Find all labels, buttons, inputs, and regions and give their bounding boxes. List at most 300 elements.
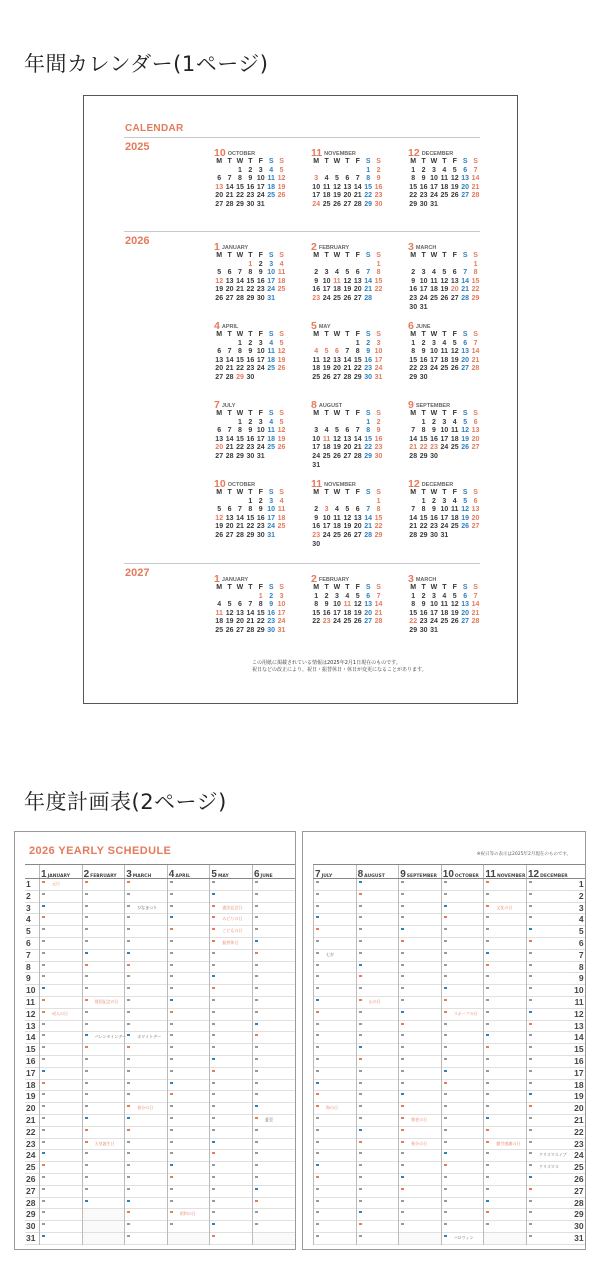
schedule-cell[interactable] xyxy=(168,1127,210,1139)
schedule-cell[interactable] xyxy=(210,891,252,903)
schedule-cell[interactable] xyxy=(253,1198,295,1210)
schedule-cell[interactable] xyxy=(253,997,295,1009)
schedule-cell[interactable] xyxy=(83,1221,125,1233)
schedule-cell[interactable] xyxy=(210,1139,252,1151)
schedule-cell[interactable] xyxy=(357,879,399,891)
schedule-cell[interactable] xyxy=(314,1233,356,1245)
schedule-cell[interactable] xyxy=(253,1009,295,1021)
schedule-cell[interactable] xyxy=(484,1233,526,1245)
schedule-cell[interactable] xyxy=(253,1174,295,1186)
schedule-cell[interactable] xyxy=(484,1150,526,1162)
schedule-cell[interactable] xyxy=(40,1198,82,1210)
schedule-cell[interactable] xyxy=(168,973,210,985)
schedule-cell[interactable] xyxy=(527,1080,569,1092)
schedule-cell[interactable] xyxy=(253,1103,295,1115)
schedule-cell[interactable] xyxy=(168,1209,210,1221)
schedule-cell[interactable] xyxy=(210,1056,252,1068)
schedule-cell[interactable] xyxy=(168,1139,210,1151)
schedule-cell[interactable] xyxy=(40,1103,82,1115)
schedule-cell[interactable] xyxy=(210,962,252,974)
schedule-cell[interactable] xyxy=(210,1174,252,1186)
schedule-cell[interactable] xyxy=(357,1068,399,1080)
schedule-cell[interactable] xyxy=(40,1021,82,1033)
schedule-cell[interactable] xyxy=(527,1150,569,1162)
schedule-cell[interactable] xyxy=(83,1056,125,1068)
schedule-cell[interactable] xyxy=(83,879,125,891)
schedule-cell[interactable] xyxy=(484,1021,526,1033)
schedule-cell[interactable] xyxy=(442,1080,484,1092)
schedule-cell[interactable] xyxy=(314,938,356,950)
schedule-cell[interactable] xyxy=(168,1221,210,1233)
schedule-cell[interactable] xyxy=(399,985,441,997)
schedule-cell[interactable] xyxy=(442,1103,484,1115)
schedule-cell[interactable] xyxy=(399,1056,441,1068)
schedule-cell[interactable] xyxy=(168,1056,210,1068)
schedule-cell[interactable] xyxy=(253,879,295,891)
schedule-cell[interactable] xyxy=(484,1221,526,1233)
schedule-cell[interactable] xyxy=(210,985,252,997)
schedule-cell[interactable] xyxy=(527,1032,569,1044)
schedule-cell[interactable] xyxy=(253,1091,295,1103)
schedule-cell[interactable] xyxy=(210,938,252,950)
schedule-cell[interactable] xyxy=(253,1127,295,1139)
schedule-cell[interactable] xyxy=(314,891,356,903)
schedule-cell[interactable] xyxy=(125,1221,167,1233)
schedule-cell[interactable] xyxy=(527,997,569,1009)
schedule-cell[interactable] xyxy=(210,1162,252,1174)
schedule-cell[interactable] xyxy=(40,1150,82,1162)
schedule-cell[interactable] xyxy=(40,1233,82,1245)
schedule-cell[interactable] xyxy=(253,938,295,950)
schedule-cell[interactable] xyxy=(83,891,125,903)
schedule-cell[interactable] xyxy=(210,997,252,1009)
schedule-cell[interactable] xyxy=(125,1233,167,1245)
schedule-cell[interactable] xyxy=(83,1032,125,1044)
schedule-cell[interactable] xyxy=(83,1127,125,1139)
schedule-cell[interactable] xyxy=(125,1009,167,1021)
schedule-cell[interactable] xyxy=(168,950,210,962)
schedule-cell[interactable] xyxy=(83,1233,125,1245)
schedule-cell[interactable] xyxy=(40,938,82,950)
schedule-cell[interactable] xyxy=(357,891,399,903)
schedule-cell[interactable] xyxy=(442,1233,484,1245)
schedule-cell[interactable] xyxy=(357,1150,399,1162)
schedule-cell[interactable] xyxy=(357,1021,399,1033)
schedule-cell[interactable] xyxy=(210,1044,252,1056)
schedule-cell[interactable] xyxy=(527,1221,569,1233)
schedule-cell[interactable] xyxy=(253,1044,295,1056)
schedule-cell[interactable] xyxy=(357,1127,399,1139)
schedule-cell[interactable] xyxy=(210,1233,252,1245)
schedule-cell[interactable] xyxy=(125,985,167,997)
schedule-cell[interactable] xyxy=(83,1009,125,1021)
schedule-cell[interactable] xyxy=(125,1056,167,1068)
schedule-cell[interactable] xyxy=(168,1009,210,1021)
schedule-cell[interactable] xyxy=(484,1103,526,1115)
schedule-cell[interactable] xyxy=(40,1162,82,1174)
schedule-cell[interactable] xyxy=(314,1186,356,1198)
schedule-cell[interactable] xyxy=(357,1174,399,1186)
schedule-cell[interactable] xyxy=(399,1103,441,1115)
schedule-cell[interactable] xyxy=(314,903,356,915)
schedule-cell[interactable] xyxy=(527,879,569,891)
schedule-cell[interactable] xyxy=(442,1209,484,1221)
schedule-cell[interactable] xyxy=(357,1115,399,1127)
schedule-cell[interactable] xyxy=(83,973,125,985)
schedule-cell[interactable] xyxy=(442,914,484,926)
schedule-cell[interactable] xyxy=(399,1115,441,1127)
schedule-cell[interactable] xyxy=(357,1209,399,1221)
schedule-cell[interactable] xyxy=(210,1127,252,1139)
schedule-cell[interactable] xyxy=(210,879,252,891)
schedule-cell[interactable] xyxy=(314,1127,356,1139)
schedule-cell[interactable] xyxy=(253,1032,295,1044)
schedule-cell[interactable] xyxy=(125,1103,167,1115)
schedule-cell[interactable] xyxy=(125,938,167,950)
schedule-cell[interactable] xyxy=(442,1139,484,1151)
schedule-cell[interactable] xyxy=(168,985,210,997)
schedule-cell[interactable] xyxy=(210,1080,252,1092)
schedule-cell[interactable] xyxy=(253,1139,295,1151)
schedule-cell[interactable] xyxy=(168,938,210,950)
schedule-cell[interactable] xyxy=(357,950,399,962)
schedule-cell[interactable] xyxy=(125,1209,167,1221)
schedule-cell[interactable] xyxy=(527,1233,569,1245)
schedule-cell[interactable] xyxy=(83,1186,125,1198)
schedule-cell[interactable] xyxy=(168,891,210,903)
schedule-cell[interactable] xyxy=(527,1115,569,1127)
schedule-cell[interactable] xyxy=(83,1115,125,1127)
schedule-cell[interactable] xyxy=(40,1091,82,1103)
schedule-cell[interactable] xyxy=(125,1127,167,1139)
schedule-cell[interactable] xyxy=(442,1044,484,1056)
schedule-cell[interactable] xyxy=(399,1139,441,1151)
schedule-cell[interactable] xyxy=(442,1162,484,1174)
schedule-cell[interactable] xyxy=(399,926,441,938)
schedule-cell[interactable] xyxy=(253,1221,295,1233)
schedule-cell[interactable] xyxy=(357,1091,399,1103)
schedule-cell[interactable] xyxy=(314,1150,356,1162)
schedule-cell[interactable] xyxy=(125,1080,167,1092)
schedule-cell[interactable] xyxy=(168,997,210,1009)
schedule-cell[interactable] xyxy=(83,1068,125,1080)
schedule-cell[interactable] xyxy=(40,1044,82,1056)
schedule-cell[interactable] xyxy=(314,1080,356,1092)
schedule-cell[interactable] xyxy=(442,1068,484,1080)
schedule-cell[interactable] xyxy=(399,1044,441,1056)
schedule-cell[interactable] xyxy=(210,1103,252,1115)
schedule-cell[interactable] xyxy=(357,1198,399,1210)
schedule-cell[interactable] xyxy=(40,914,82,926)
schedule-cell[interactable] xyxy=(527,1198,569,1210)
schedule-cell[interactable] xyxy=(40,1221,82,1233)
schedule-cell[interactable] xyxy=(527,1139,569,1151)
schedule-cell[interactable] xyxy=(484,903,526,915)
schedule-cell[interactable] xyxy=(399,1068,441,1080)
schedule-cell[interactable] xyxy=(442,1186,484,1198)
schedule-cell[interactable] xyxy=(253,1209,295,1221)
schedule-cell[interactable] xyxy=(399,891,441,903)
schedule-cell[interactable] xyxy=(210,1115,252,1127)
schedule-cell[interactable] xyxy=(168,1186,210,1198)
schedule-cell[interactable] xyxy=(399,962,441,974)
schedule-cell[interactable] xyxy=(314,950,356,962)
schedule-cell[interactable] xyxy=(484,1080,526,1092)
schedule-cell[interactable] xyxy=(442,962,484,974)
schedule-cell[interactable] xyxy=(125,1044,167,1056)
schedule-cell[interactable] xyxy=(314,997,356,1009)
schedule-cell[interactable] xyxy=(484,950,526,962)
schedule-cell[interactable] xyxy=(527,1209,569,1221)
schedule-cell[interactable] xyxy=(168,879,210,891)
schedule-cell[interactable] xyxy=(253,914,295,926)
schedule-cell[interactable] xyxy=(399,1209,441,1221)
schedule-cell[interactable] xyxy=(357,1221,399,1233)
schedule-cell[interactable] xyxy=(442,903,484,915)
schedule-cell[interactable] xyxy=(40,903,82,915)
schedule-cell[interactable] xyxy=(314,1198,356,1210)
schedule-cell[interactable] xyxy=(527,1068,569,1080)
schedule-cell[interactable] xyxy=(442,950,484,962)
schedule-cell[interactable] xyxy=(314,985,356,997)
schedule-cell[interactable] xyxy=(527,1091,569,1103)
schedule-cell[interactable] xyxy=(314,1174,356,1186)
schedule-cell[interactable] xyxy=(442,1009,484,1021)
schedule-cell[interactable] xyxy=(314,1209,356,1221)
schedule-cell[interactable] xyxy=(484,926,526,938)
schedule-cell[interactable] xyxy=(399,1162,441,1174)
schedule-cell[interactable] xyxy=(40,973,82,985)
schedule-cell[interactable] xyxy=(40,1209,82,1221)
schedule-cell[interactable] xyxy=(83,1021,125,1033)
schedule-cell[interactable] xyxy=(442,1115,484,1127)
schedule-cell[interactable] xyxy=(484,1162,526,1174)
schedule-cell[interactable] xyxy=(168,962,210,974)
schedule-cell[interactable] xyxy=(253,1056,295,1068)
schedule-cell[interactable] xyxy=(83,1174,125,1186)
schedule-cell[interactable] xyxy=(442,879,484,891)
schedule-cell[interactable] xyxy=(125,1091,167,1103)
schedule-cell[interactable] xyxy=(253,891,295,903)
schedule-cell[interactable] xyxy=(357,914,399,926)
schedule-cell[interactable] xyxy=(253,1115,295,1127)
schedule-cell[interactable] xyxy=(168,1174,210,1186)
schedule-cell[interactable] xyxy=(168,1021,210,1033)
schedule-cell[interactable] xyxy=(527,985,569,997)
schedule-cell[interactable] xyxy=(210,950,252,962)
schedule-cell[interactable] xyxy=(83,903,125,915)
schedule-cell[interactable] xyxy=(399,1233,441,1245)
schedule-cell[interactable] xyxy=(399,1221,441,1233)
schedule-cell[interactable] xyxy=(442,1056,484,1068)
schedule-cell[interactable] xyxy=(484,1032,526,1044)
schedule-cell[interactable] xyxy=(442,926,484,938)
schedule-cell[interactable] xyxy=(442,973,484,985)
schedule-cell[interactable] xyxy=(484,962,526,974)
schedule-cell[interactable] xyxy=(484,1209,526,1221)
schedule-cell[interactable] xyxy=(357,973,399,985)
schedule-cell[interactable] xyxy=(314,1221,356,1233)
schedule-cell[interactable] xyxy=(210,1091,252,1103)
schedule-cell[interactable] xyxy=(125,997,167,1009)
schedule-cell[interactable] xyxy=(210,903,252,915)
schedule-cell[interactable] xyxy=(40,997,82,1009)
schedule-cell[interactable] xyxy=(399,903,441,915)
schedule-cell[interactable] xyxy=(442,985,484,997)
schedule-cell[interactable] xyxy=(357,985,399,997)
schedule-cell[interactable] xyxy=(442,1127,484,1139)
schedule-cell[interactable] xyxy=(125,1150,167,1162)
schedule-cell[interactable] xyxy=(527,1174,569,1186)
schedule-cell[interactable] xyxy=(253,1186,295,1198)
schedule-cell[interactable] xyxy=(484,1091,526,1103)
schedule-cell[interactable] xyxy=(83,985,125,997)
schedule-cell[interactable] xyxy=(253,962,295,974)
schedule-cell[interactable] xyxy=(125,1032,167,1044)
schedule-cell[interactable] xyxy=(83,938,125,950)
schedule-cell[interactable] xyxy=(527,1127,569,1139)
schedule-cell[interactable] xyxy=(210,926,252,938)
schedule-cell[interactable] xyxy=(40,962,82,974)
schedule-cell[interactable] xyxy=(125,903,167,915)
schedule-cell[interactable] xyxy=(210,1032,252,1044)
schedule-cell[interactable] xyxy=(40,985,82,997)
schedule-cell[interactable] xyxy=(168,1150,210,1162)
schedule-cell[interactable] xyxy=(125,1198,167,1210)
schedule-cell[interactable] xyxy=(527,1162,569,1174)
schedule-cell[interactable] xyxy=(314,1103,356,1115)
schedule-cell[interactable] xyxy=(40,891,82,903)
schedule-cell[interactable] xyxy=(210,1021,252,1033)
schedule-cell[interactable] xyxy=(527,938,569,950)
schedule-cell[interactable] xyxy=(484,1186,526,1198)
schedule-cell[interactable] xyxy=(253,1021,295,1033)
schedule-cell[interactable] xyxy=(83,1209,125,1221)
schedule-cell[interactable] xyxy=(253,1233,295,1245)
schedule-cell[interactable] xyxy=(40,1032,82,1044)
schedule-cell[interactable] xyxy=(314,1115,356,1127)
schedule-cell[interactable] xyxy=(357,1186,399,1198)
schedule-cell[interactable] xyxy=(168,1080,210,1092)
schedule-cell[interactable] xyxy=(210,973,252,985)
schedule-cell[interactable] xyxy=(168,926,210,938)
schedule-cell[interactable] xyxy=(40,1068,82,1080)
schedule-cell[interactable] xyxy=(168,1103,210,1115)
schedule-cell[interactable] xyxy=(168,1115,210,1127)
schedule-cell[interactable] xyxy=(314,1068,356,1080)
schedule-cell[interactable] xyxy=(210,1221,252,1233)
schedule-cell[interactable] xyxy=(399,1080,441,1092)
schedule-cell[interactable] xyxy=(168,1068,210,1080)
schedule-cell[interactable] xyxy=(125,1021,167,1033)
schedule-cell[interactable] xyxy=(253,985,295,997)
schedule-cell[interactable] xyxy=(357,1162,399,1174)
schedule-cell[interactable] xyxy=(527,1186,569,1198)
schedule-cell[interactable] xyxy=(125,891,167,903)
schedule-cell[interactable] xyxy=(314,1032,356,1044)
schedule-cell[interactable] xyxy=(40,1174,82,1186)
schedule-cell[interactable] xyxy=(40,950,82,962)
schedule-cell[interactable] xyxy=(442,1221,484,1233)
schedule-cell[interactable] xyxy=(125,962,167,974)
schedule-cell[interactable] xyxy=(253,973,295,985)
schedule-cell[interactable] xyxy=(357,926,399,938)
schedule-cell[interactable] xyxy=(527,973,569,985)
schedule-cell[interactable] xyxy=(210,914,252,926)
schedule-cell[interactable] xyxy=(484,879,526,891)
schedule-cell[interactable] xyxy=(210,1209,252,1221)
schedule-cell[interactable] xyxy=(484,1127,526,1139)
schedule-cell[interactable] xyxy=(527,1044,569,1056)
schedule-cell[interactable] xyxy=(83,962,125,974)
schedule-cell[interactable] xyxy=(83,1103,125,1115)
schedule-cell[interactable] xyxy=(314,879,356,891)
schedule-cell[interactable] xyxy=(399,997,441,1009)
schedule-cell[interactable] xyxy=(399,1174,441,1186)
schedule-cell[interactable] xyxy=(527,962,569,974)
schedule-cell[interactable] xyxy=(40,1139,82,1151)
schedule-cell[interactable] xyxy=(484,1068,526,1080)
schedule-cell[interactable] xyxy=(357,1139,399,1151)
schedule-cell[interactable] xyxy=(442,1021,484,1033)
schedule-cell[interactable] xyxy=(253,1162,295,1174)
schedule-cell[interactable] xyxy=(253,950,295,962)
schedule-cell[interactable] xyxy=(527,1021,569,1033)
schedule-cell[interactable] xyxy=(168,1162,210,1174)
schedule-cell[interactable] xyxy=(314,962,356,974)
schedule-cell[interactable] xyxy=(527,926,569,938)
schedule-cell[interactable] xyxy=(253,1150,295,1162)
schedule-cell[interactable] xyxy=(357,1103,399,1115)
schedule-cell[interactable] xyxy=(314,973,356,985)
schedule-cell[interactable] xyxy=(527,914,569,926)
schedule-cell[interactable] xyxy=(527,891,569,903)
schedule-cell[interactable] xyxy=(399,1091,441,1103)
schedule-cell[interactable] xyxy=(125,950,167,962)
schedule-cell[interactable] xyxy=(125,1139,167,1151)
schedule-cell[interactable] xyxy=(168,1091,210,1103)
schedule-cell[interactable] xyxy=(399,1198,441,1210)
schedule-cell[interactable] xyxy=(168,914,210,926)
schedule-cell[interactable] xyxy=(40,1186,82,1198)
schedule-cell[interactable] xyxy=(210,1198,252,1210)
schedule-cell[interactable] xyxy=(83,1080,125,1092)
schedule-cell[interactable] xyxy=(399,879,441,891)
schedule-cell[interactable] xyxy=(168,903,210,915)
schedule-cell[interactable] xyxy=(484,1174,526,1186)
schedule-cell[interactable] xyxy=(314,1091,356,1103)
schedule-cell[interactable] xyxy=(399,1186,441,1198)
schedule-cell[interactable] xyxy=(83,1150,125,1162)
schedule-cell[interactable] xyxy=(527,1009,569,1021)
schedule-cell[interactable] xyxy=(357,997,399,1009)
schedule-cell[interactable] xyxy=(399,1127,441,1139)
schedule-cell[interactable] xyxy=(484,1056,526,1068)
schedule-cell[interactable] xyxy=(40,879,82,891)
schedule-cell[interactable] xyxy=(357,1032,399,1044)
schedule-cell[interactable] xyxy=(357,1044,399,1056)
schedule-cell[interactable] xyxy=(83,1198,125,1210)
schedule-cell[interactable] xyxy=(399,1021,441,1033)
schedule-cell[interactable] xyxy=(125,973,167,985)
schedule-cell[interactable] xyxy=(40,1056,82,1068)
schedule-cell[interactable] xyxy=(168,1198,210,1210)
schedule-cell[interactable] xyxy=(83,1162,125,1174)
schedule-cell[interactable] xyxy=(527,1056,569,1068)
schedule-cell[interactable] xyxy=(40,926,82,938)
schedule-cell[interactable] xyxy=(83,1044,125,1056)
schedule-cell[interactable] xyxy=(442,1091,484,1103)
